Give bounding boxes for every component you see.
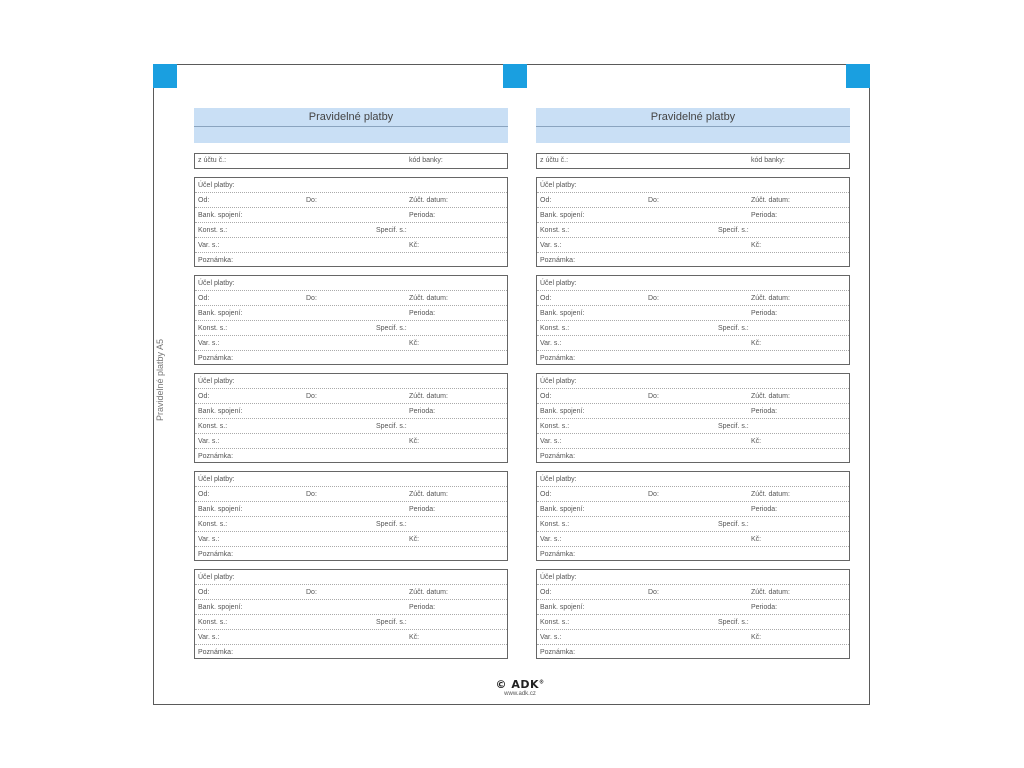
from-label: Od: — [198, 589, 210, 596]
account-row[interactable] — [536, 153, 850, 169]
period-label: Perioda: — [751, 408, 778, 415]
note-label: Poznámka: — [198, 551, 234, 558]
row-dates[interactable] — [195, 389, 507, 404]
purpose-label: Účel platby: — [540, 476, 577, 483]
row-dates[interactable] — [195, 487, 507, 502]
period-label: Perioda: — [409, 212, 436, 219]
note-label: Poznámka: — [540, 355, 576, 362]
payment-entry — [536, 471, 850, 561]
constant-symbol-label: Konst. s.: — [540, 227, 570, 234]
purpose-label: Účel platby: — [198, 574, 235, 581]
variable-symbol-label: Var. s.: — [540, 536, 562, 543]
to-label: Do: — [648, 393, 659, 400]
payment-entry — [194, 373, 508, 463]
specific-symbol-label: Specif. s.: — [376, 325, 407, 332]
specific-symbol-label: Specif. s.: — [376, 521, 407, 528]
to-label: Do: — [648, 295, 659, 302]
planner-sheet — [153, 64, 870, 705]
row-symbols[interactable] — [195, 517, 507, 532]
note-label: Poznámka: — [198, 257, 234, 264]
variable-symbol-label: Var. s.: — [540, 340, 562, 347]
row-bank[interactable] — [537, 502, 849, 517]
from-label: Od: — [540, 295, 552, 302]
note-label: Poznámka: — [198, 453, 234, 460]
row-bank[interactable] — [537, 208, 849, 223]
constant-symbol-label: Konst. s.: — [540, 619, 570, 626]
period-label: Perioda: — [409, 604, 436, 611]
row-dates[interactable] — [537, 291, 849, 306]
variable-symbol-label: Var. s.: — [198, 536, 220, 543]
page-header — [536, 108, 850, 143]
row-dates[interactable] — [537, 193, 849, 208]
row-purpose[interactable] — [537, 374, 849, 389]
to-label: Do: — [306, 393, 317, 400]
amount-label: Kč: — [751, 536, 762, 543]
row-note[interactable] — [195, 449, 507, 464]
row-purpose[interactable] — [195, 178, 507, 193]
to-label: Do: — [306, 197, 317, 204]
row-note[interactable] — [195, 253, 507, 268]
account-row[interactable] — [194, 153, 508, 169]
account-label: z účtu č.: — [540, 157, 569, 164]
corner-tab — [503, 64, 527, 88]
row-bank[interactable] — [195, 208, 507, 223]
amount-label: Kč: — [751, 340, 762, 347]
purpose-label: Účel platby: — [198, 378, 235, 385]
from-label: Od: — [540, 393, 552, 400]
constant-symbol-label: Konst. s.: — [540, 325, 570, 332]
page-header — [194, 108, 508, 143]
row-variable[interactable] — [195, 238, 507, 253]
row-bank[interactable] — [537, 404, 849, 419]
to-label: Do: — [648, 491, 659, 498]
row-note[interactable] — [195, 351, 507, 366]
constant-symbol-label: Konst. s.: — [198, 619, 228, 626]
to-label: Do: — [306, 589, 317, 596]
specific-symbol-label: Specif. s.: — [376, 619, 407, 626]
row-symbols[interactable] — [195, 321, 507, 336]
period-label: Perioda: — [409, 310, 436, 317]
row-dates[interactable] — [537, 389, 849, 404]
footer — [480, 678, 560, 697]
bank-code-label: kód banky: — [751, 157, 785, 164]
corner-tab — [846, 64, 870, 88]
row-symbols[interactable] — [195, 223, 507, 238]
period-label: Perioda: — [751, 604, 778, 611]
row-purpose[interactable] — [195, 276, 507, 291]
row-bank[interactable] — [537, 600, 849, 615]
variable-symbol-label: Var. s.: — [540, 438, 562, 445]
account-label: z účtu č.: — [198, 157, 227, 164]
bank-connection-label: Bank. spojení: — [540, 604, 585, 611]
row-note[interactable] — [537, 449, 849, 464]
from-label: Od: — [540, 589, 552, 596]
from-label: Od: — [198, 197, 210, 204]
from-label: Od: — [198, 295, 210, 302]
row-purpose[interactable] — [195, 374, 507, 389]
row-variable[interactable] — [537, 336, 849, 351]
row-purpose[interactable] — [537, 276, 849, 291]
row-symbols[interactable] — [537, 517, 849, 532]
to-label: Do: — [306, 491, 317, 498]
note-label: Poznámka: — [540, 551, 576, 558]
purpose-label: Účel platby: — [198, 476, 235, 483]
bank-connection-label: Bank. spojení: — [198, 212, 243, 219]
row-note[interactable] — [537, 351, 849, 366]
row-symbols[interactable] — [537, 321, 849, 336]
row-purpose[interactable] — [537, 570, 849, 585]
row-note[interactable] — [537, 645, 849, 660]
amount-label: Kč: — [751, 242, 762, 249]
payment-entry — [194, 275, 508, 365]
bank-connection-label: Bank. spojení: — [540, 506, 585, 513]
posting-date-label: Zúčt. datum: — [409, 393, 448, 400]
from-label: Od: — [540, 491, 552, 498]
bank-connection-label: Bank. spojení: — [540, 408, 585, 415]
variable-symbol-label: Var. s.: — [540, 242, 562, 249]
row-dates[interactable] — [195, 291, 507, 306]
period-label: Perioda: — [751, 212, 778, 219]
note-label: Poznámka: — [540, 649, 576, 656]
specific-symbol-label: Specif. s.: — [718, 227, 749, 234]
amount-label: Kč: — [751, 438, 762, 445]
period-label: Perioda: — [751, 506, 778, 513]
row-variable[interactable] — [537, 630, 849, 645]
period-label: Perioda: — [751, 310, 778, 317]
bank-connection-label: Bank. spojení: — [198, 310, 243, 317]
posting-date-label: Zúčt. datum: — [409, 197, 448, 204]
amount-label: Kč: — [751, 634, 762, 641]
constant-symbol-label: Konst. s.: — [198, 423, 228, 430]
to-label: Do: — [648, 197, 659, 204]
row-variable[interactable] — [195, 336, 507, 351]
note-label: Poznámka: — [540, 257, 576, 264]
payment-entry — [536, 569, 850, 659]
constant-symbol-label: Konst. s.: — [540, 423, 570, 430]
specific-symbol-label: Specif. s.: — [718, 325, 749, 332]
row-note[interactable] — [537, 547, 849, 562]
purpose-label: Účel platby: — [540, 182, 577, 189]
note-label: Poznámka: — [540, 453, 576, 460]
note-label: Poznámka: — [198, 649, 234, 656]
posting-date-label: Zúčt. datum: — [409, 295, 448, 302]
row-symbols[interactable] — [195, 419, 507, 434]
entries-list — [194, 177, 508, 659]
purpose-label: Účel platby: — [198, 182, 235, 189]
bank-connection-label: Bank. spojení: — [198, 604, 243, 611]
payment-entry — [194, 569, 508, 659]
bank-connection-label: Bank. spojení: — [540, 310, 585, 317]
row-purpose[interactable] — [537, 178, 849, 193]
specific-symbol-label: Specif. s.: — [718, 521, 749, 528]
row-bank[interactable] — [195, 404, 507, 419]
specific-symbol-label: Specif. s.: — [718, 423, 749, 430]
row-variable[interactable] — [195, 630, 507, 645]
from-label: Od: — [198, 491, 210, 498]
from-label: Od: — [540, 197, 552, 204]
amount-label: Kč: — [409, 536, 420, 543]
row-note[interactable] — [195, 645, 507, 660]
page-right — [536, 108, 850, 659]
row-note[interactable] — [537, 253, 849, 268]
payment-entry — [536, 177, 850, 267]
row-variable[interactable] — [195, 434, 507, 449]
constant-symbol-label: Konst. s.: — [198, 227, 228, 234]
posting-date-label: Zúčt. datum: — [751, 491, 790, 498]
entries-list — [536, 177, 850, 659]
amount-label: Kč: — [409, 438, 420, 445]
bank-connection-label: Bank. spojení: — [198, 506, 243, 513]
row-variable[interactable] — [537, 532, 849, 547]
amount-label: Kč: — [409, 242, 420, 249]
from-label: Od: — [198, 393, 210, 400]
constant-symbol-label: Konst. s.: — [198, 521, 228, 528]
row-purpose[interactable] — [195, 472, 507, 487]
posting-date-label: Zúčt. datum: — [751, 393, 790, 400]
posting-date-label: Zúčt. datum: — [409, 491, 448, 498]
payment-entry — [536, 275, 850, 365]
payment-entry — [536, 373, 850, 463]
period-label: Perioda: — [409, 408, 436, 415]
row-bank[interactable] — [195, 306, 507, 321]
bank-connection-label: Bank. spojení: — [540, 212, 585, 219]
variable-symbol-label: Var. s.: — [198, 634, 220, 641]
purpose-label: Účel platby: — [540, 378, 577, 385]
variable-symbol-label: Var. s.: — [198, 340, 220, 347]
constant-symbol-label: Konst. s.: — [198, 325, 228, 332]
variable-symbol-label: Var. s.: — [198, 242, 220, 249]
row-note[interactable] — [195, 547, 507, 562]
row-symbols[interactable] — [195, 615, 507, 630]
period-label: Perioda: — [409, 506, 436, 513]
variable-symbol-label: Var. s.: — [540, 634, 562, 641]
footer-url: www.adk.cz — [504, 691, 536, 697]
posting-date-label: Zúčt. datum: — [751, 589, 790, 596]
purpose-label: Účel platby: — [540, 574, 577, 581]
page-title: Pravidelné platby — [194, 108, 508, 127]
variable-symbol-label: Var. s.: — [198, 438, 220, 445]
row-dates[interactable] — [537, 487, 849, 502]
side-label: Pravidelné platby A5 — [155, 338, 165, 422]
posting-date-label: Zúčt. datum: — [751, 197, 790, 204]
row-purpose[interactable] — [195, 570, 507, 585]
row-dates[interactable] — [537, 585, 849, 600]
purpose-label: Účel platby: — [540, 280, 577, 287]
row-bank[interactable] — [195, 600, 507, 615]
to-label: Do: — [648, 589, 659, 596]
corner-tab — [153, 64, 177, 88]
row-bank[interactable] — [537, 306, 849, 321]
note-label: Poznámka: — [198, 355, 234, 362]
row-variable[interactable] — [195, 532, 507, 547]
purpose-label: Účel platby: — [198, 280, 235, 287]
to-label: Do: — [306, 295, 317, 302]
posting-date-label: Zúčt. datum: — [751, 295, 790, 302]
bank-code-label: kód banky: — [409, 157, 443, 164]
constant-symbol-label: Konst. s.: — [540, 521, 570, 528]
row-symbols[interactable] — [537, 223, 849, 238]
page-left — [194, 108, 508, 659]
specific-symbol-label: Specif. s.: — [376, 227, 407, 234]
row-bank[interactable] — [195, 502, 507, 517]
amount-label: Kč: — [409, 340, 420, 347]
row-symbols[interactable] — [537, 419, 849, 434]
amount-label: Kč: — [409, 634, 420, 641]
row-purpose[interactable] — [537, 472, 849, 487]
posting-date-label: Zúčt. datum: — [409, 589, 448, 596]
page-title: Pravidelné platby — [536, 108, 850, 127]
row-dates[interactable] — [195, 585, 507, 600]
row-variable[interactable] — [537, 238, 849, 253]
payment-entry — [194, 177, 508, 267]
specific-symbol-label: Specif. s.: — [376, 423, 407, 430]
bank-connection-label: Bank. spojení: — [198, 408, 243, 415]
payment-entry — [194, 471, 508, 561]
row-variable[interactable] — [537, 434, 849, 449]
row-symbols[interactable] — [537, 615, 849, 630]
adk-logo: © ADK® — [495, 678, 545, 691]
row-dates[interactable] — [195, 193, 507, 208]
specific-symbol-label: Specif. s.: — [718, 619, 749, 626]
